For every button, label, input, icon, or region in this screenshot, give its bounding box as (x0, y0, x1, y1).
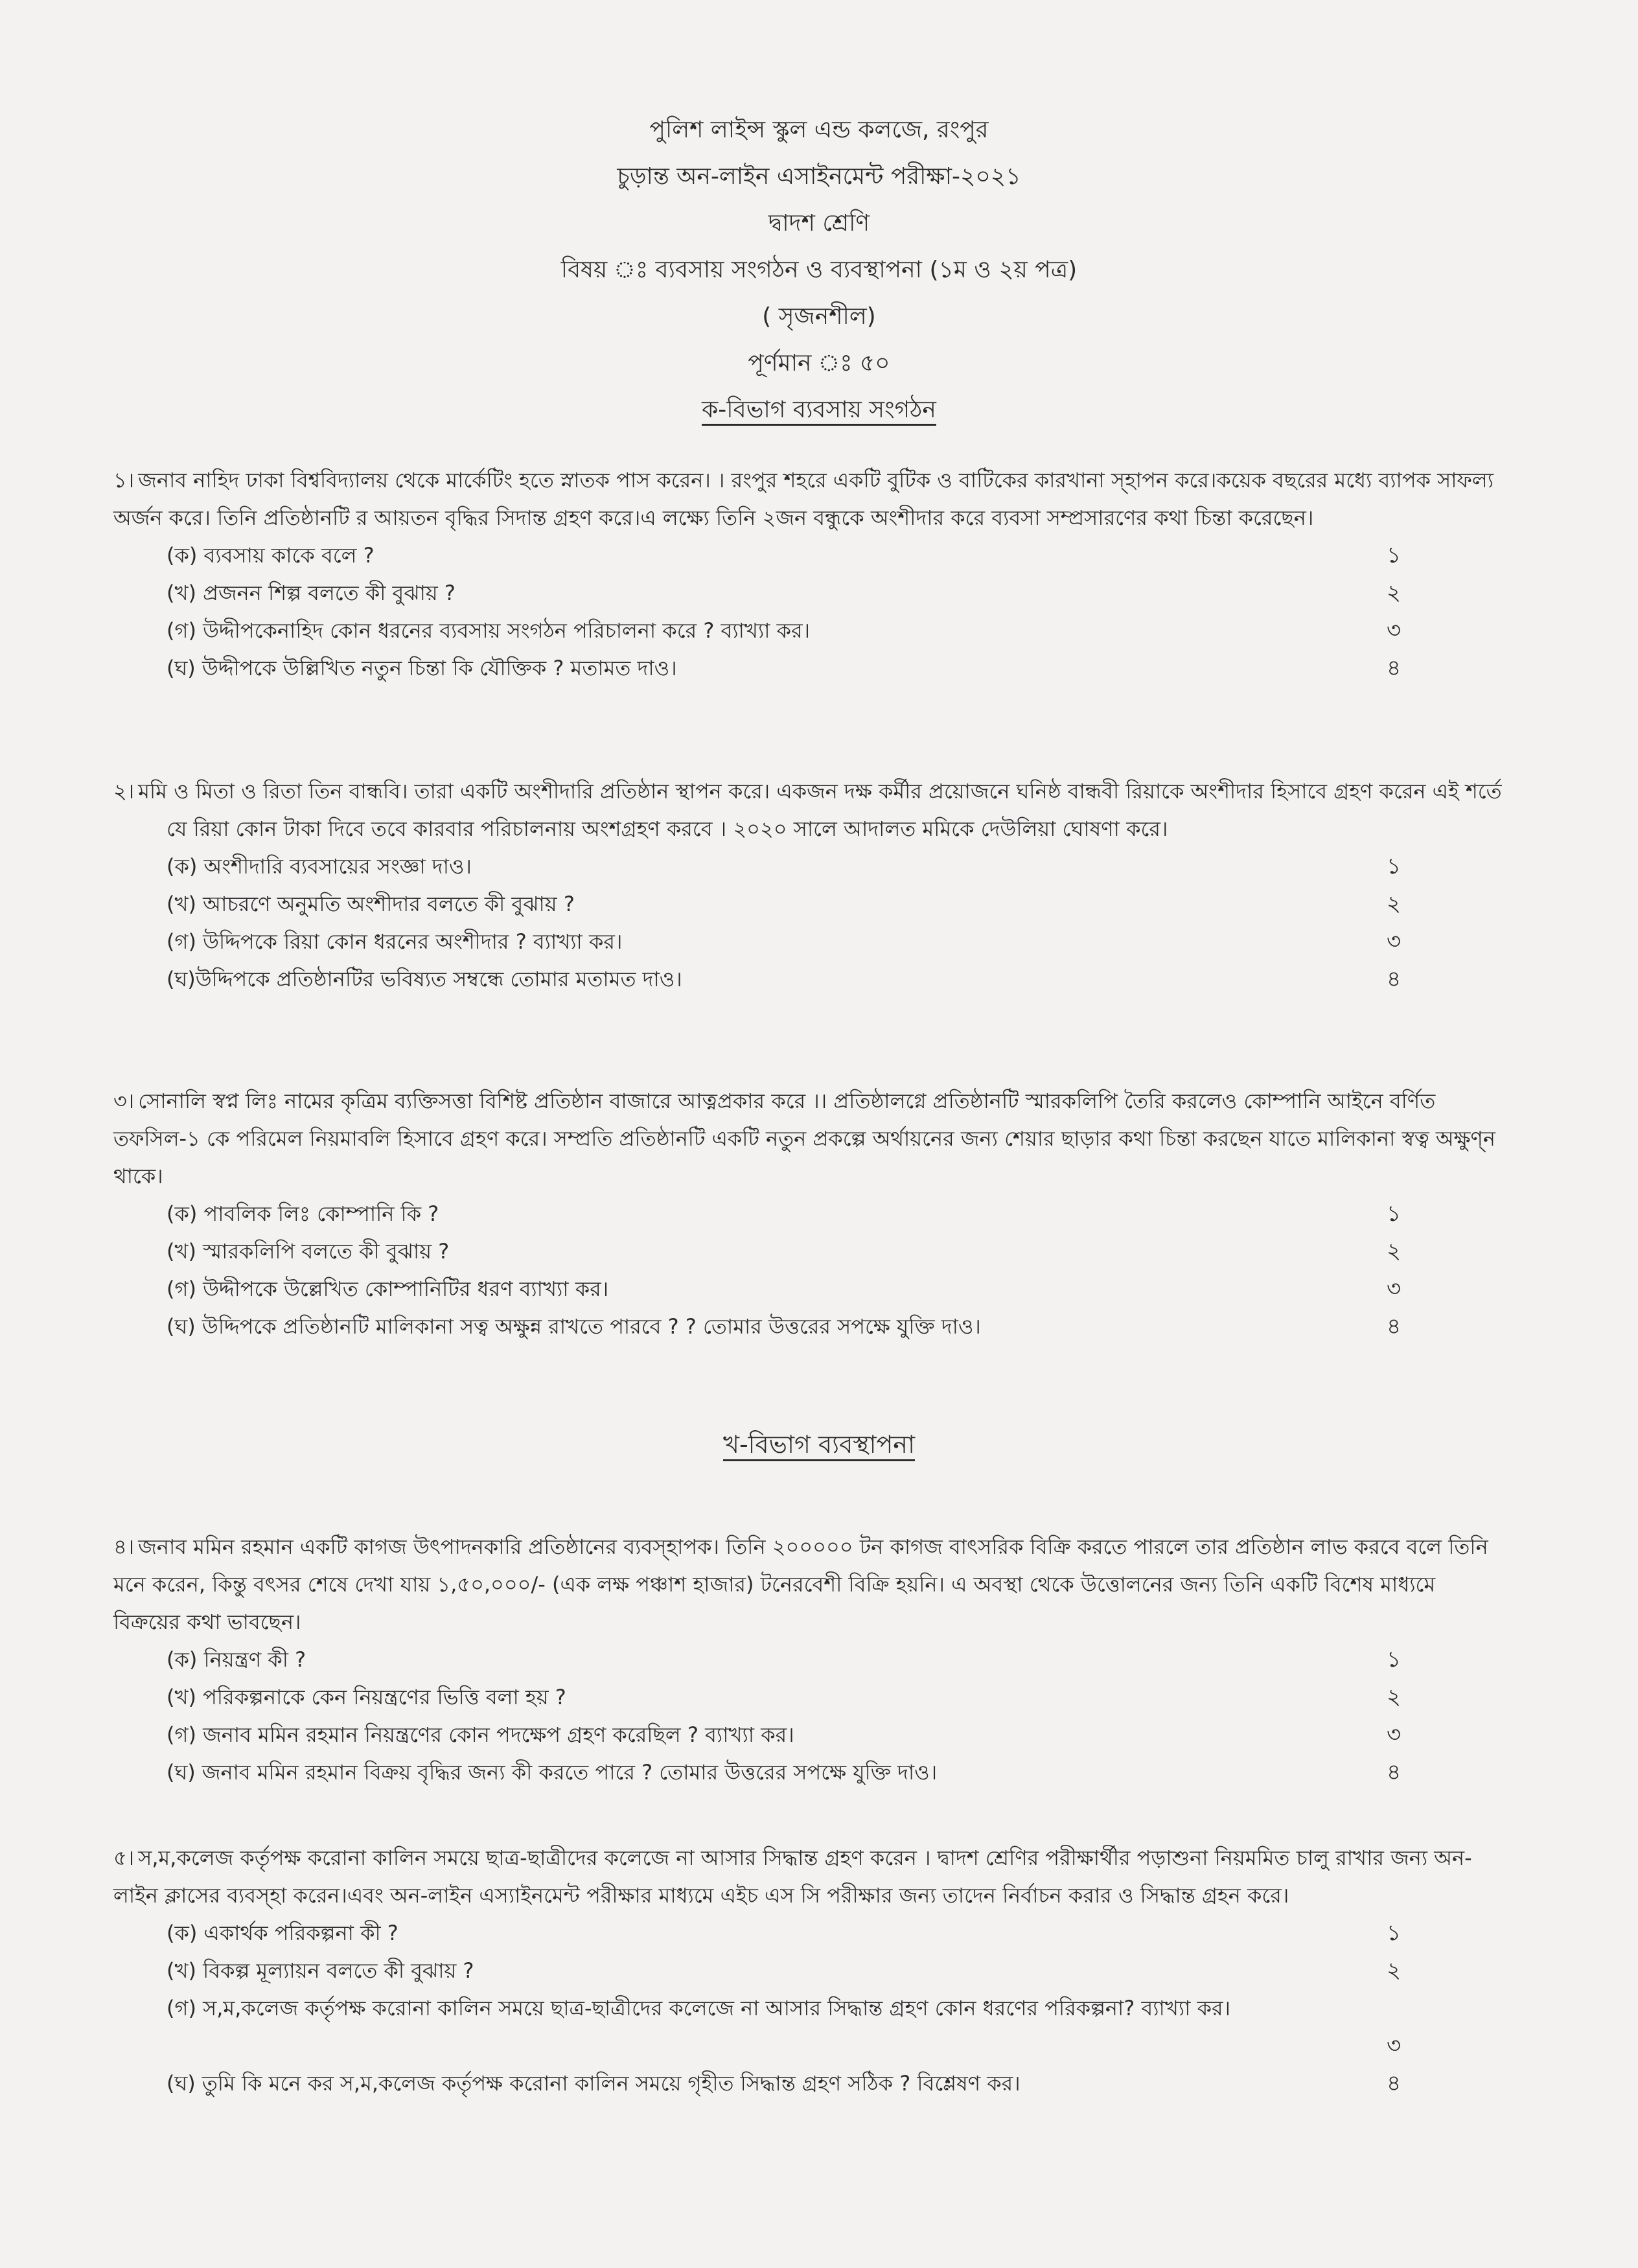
sub-question-kha (113, 885, 1506, 923)
paper-header (0, 107, 1638, 434)
question-text: মমি ও মিতা ও রিতা তিন বান্ধবি। তারা একটি অংশীদারি প্রতিষ্ঠান স্থাপন করে। একজন দক্ষ কর্মীর প্রয়োজনে ঘনিষ্ঠ বান্ধবী রিয়াকে অংশীদার হিসাবে গ্রহণ করেন এই শর্তে যে রিয়া কোন টাকা দিবে তবে কারবার পরিচালনায় অংশগ্রহণ করবে । ২০২০ সালে আদালত মমিকে দেউলিয়া ঘোষণা করে। (138, 779, 1502, 841)
question-number: ২। (113, 779, 135, 804)
sub-question-text: (ক) পাবলিক লিঃ কোম্পানি কি ? (167, 1201, 439, 1226)
marks: ১ (1387, 1647, 1402, 1672)
sub-question-text: (ঘ) জনাব মমিন রহমান বিক্রয় বৃদ্ধির জন্য কী করতে পারে ? তোমার উত্তরের সপক্ষে যুক্তি দাও। (167, 1760, 938, 1785)
marks: ২ (1387, 1958, 1402, 1984)
sub-question-text: (ঘ)উদ্দিপকে প্রতিষ্ঠানটির ভবিষ্যত সম্বন্ধে তোমার মতামত দাও। (167, 967, 682, 991)
question-1 (113, 461, 1506, 687)
marks: ৩ (1387, 1276, 1402, 1302)
question-3 (113, 1082, 1506, 1345)
question-text: জনাব মমিন রহমান একটি কাগজ উৎপাদনকারি প্রতিষ্ঠানের ব্যবস্হাপক। তিনি ২০০০০০ টন কাগজ বাৎসরিক বিক্রি করতে পারলে তার প্রতিষ্ঠান লাভ করবে বলে তিনি মনে করেন, কিন্তু বৎসর শেষে দেখা যায় ১,৫০,০০০/- (এক লক্ষ পঞ্চাশ হাজার) টনেরবেশী বিক্রি হয়নি। এ অবস্থা থেকে উত্তোলনের জন্য তিনি একটি বিশেষ মাধ্যমে বিক্রয়ের কথা ভাবছেন। (113, 1534, 1488, 1634)
question-number: ১। (113, 468, 135, 492)
marks: ২ (1387, 1238, 1402, 1264)
sub-question-text: (ঘ) উদ্দিপকে প্রতিষ্ঠানটি মালিকানা সত্ব অক্ষুন্ন রাখতে পারবে ? ? তোমার উত্তরের সপক্ষে যুক্তি দাও। (167, 1314, 981, 1339)
question-type: ( সৃজনশীল) (762, 303, 876, 330)
sub-question-ga (113, 1270, 1506, 1308)
marks: ৩ (1387, 2033, 1402, 2059)
sub-question-text: (গ) উদ্দীপকে উল্লেখিত কোম্পানিটির ধরণ ব্যাখ্যা কর। (167, 1277, 609, 1301)
marks: ৪ (1387, 1759, 1402, 1785)
question-2 (113, 772, 1506, 998)
sub-question-kha (113, 574, 1506, 612)
marks: ১ (1387, 542, 1402, 568)
sub-question-ka (113, 1641, 1506, 1678)
question-number: ৩। (113, 1089, 135, 1113)
sub-question-text: (গ) স,ম,কলেজ কর্তৃপক্ষ করোনা কালিন সময়ে ছাত্র-ছাত্রীদের কলেজে না আসার সিদ্ধান্ত গ্রহণ কোন ধরণের পরিকল্পনা? ব্যাখ্যা কর। (167, 1996, 1231, 2020)
marks: ৪ (1387, 2070, 1402, 2096)
sub-question-gha (113, 1308, 1506, 1345)
marks: ৩ (1387, 929, 1402, 955)
sub-question-text: (ক) একার্থক পরিকল্পনা কী ? (167, 1921, 398, 1945)
sub-question-ka (113, 1195, 1506, 1232)
full-marks: পূর্ণমান ঃ ৫০ (748, 350, 890, 376)
sub-question-text: (ক) ব্যবসায় কাকে বলে ? (167, 543, 375, 568)
sub-question-ka (113, 1914, 1506, 1952)
marks: ২ (1387, 891, 1402, 917)
marks: ১ (1387, 1920, 1402, 1946)
marks: ৪ (1387, 655, 1402, 681)
sub-question-text: (গ) জনাব মমিন রহমান নিয়ন্ত্রণের কোন পদক্ষেপ গ্রহণ করেছিল ? ব্যাখ্যা কর। (167, 1722, 794, 1747)
sub-question-ka (113, 848, 1506, 885)
exam-title: চুড়ান্ত অন-লাইন এসাইনমেন্ট পরীক্ষা-২০২১ (617, 163, 1021, 190)
question-number: ৪। (113, 1534, 135, 1559)
sub-question-text: (ঘ) উদ্দীপকে উল্লিখিত নতুন চিন্তা কি যৌক্তিক ? মতামত দাও। (167, 656, 677, 680)
sub-question-text: (ক) নিয়ন্ত্রণ কী ? (167, 1647, 306, 1672)
subject-line: বিষয় ঃ ব্যবসায় সংগঠন ও ব্যবস্থাপনা (১ম ও ২য় পত্র) (560, 257, 1078, 283)
sub-question-gha (113, 649, 1506, 687)
sub-question-text: (খ) স্মারকলিপি বলতে কী বুঝায় ? (167, 1239, 450, 1264)
sub-question-text: (খ) পরিকল্পনাকে কেন নিয়ন্ত্রণের ভিত্তি বলা হয় ? (167, 1685, 566, 1709)
sub-question-gha (113, 960, 1506, 998)
marks: ১ (1387, 853, 1402, 879)
sub-question-ga (113, 1989, 1506, 2065)
question-stem (113, 1082, 1506, 1195)
sub-question-ka (113, 537, 1506, 574)
sub-question-text: (গ) উদ্দিপকে রিয়া কোন ধরনের অংশীদার ? ব্যাখ্যা কর। (167, 929, 623, 954)
class-name: দ্বাদশ শ্রেণি (768, 210, 870, 237)
question-stem (113, 772, 1506, 848)
sub-question-ga (113, 923, 1506, 960)
question-text: স,ম,কলেজ কর্তৃপক্ষ করোনা কালিন সময়ে ছাত্র-ছাত্রীদের কলেজে না আসার সিদ্ধান্ত গ্রহণ করেন । দ্বাদশ শ্রেণির পরীক্ষার্থীর পড়াশুনা নিয়মমিত চালু রাখার জন্য অন-লাইন ক্লাসের ব্যবস্হা করেন।এবং অন-লাইন এস্যাইনমেন্ট পরীক্ষার মাধ্যমে এইচ এস সি পরীক্ষার জন্য তাদেন নির্বাচন করার ও সিদ্ধান্ত গ্রহন করে। (113, 1846, 1472, 1908)
sub-question-text: (খ) বিকল্প মূল্যায়ন বলতে কী বুঝায় ? (167, 1958, 474, 1983)
section-a-heading: ক-বিভাগ ব্যবসায় সংগঠন (702, 397, 936, 423)
question-text: সোনালি স্বপ্ন লিঃ নামের কৃত্রিম ব্যক্তিসত্তা বিশিষ্ট প্রতিষ্ঠান বাজারে আত্নপ্রকার করে ।। প্রতিষ্ঠালগ্নে প্রতিষ্ঠানটি স্মারকলিপি তৈরি করলেও কোম্পানি আইনে বর্ণিত তফসিল-১ কে পরিমেল নিয়মাবলি হিসাবে গ্রহণ করে। সম্প্রতি প্রতিষ্ঠানটি একটি নতুন প্রকল্পে অর্থায়নের জন্য শেয়ার ছাড়ার কথা চিন্তা করছেন যাতে মালিকানা স্বত্ব অক্ষুণ্ন থাকে। (113, 1089, 1495, 1188)
sub-question-ga (113, 612, 1506, 649)
sub-question-text: (ক) অংশীদারি ব্যবসায়ের সংজ্ঞা দাও। (167, 854, 472, 879)
sub-question-ga (113, 1716, 1506, 1753)
question-stem (113, 1528, 1506, 1641)
question-stem (113, 461, 1506, 537)
marks: ১ (1387, 1201, 1402, 1227)
marks: ৪ (1387, 966, 1402, 992)
question-4 (113, 1528, 1506, 1791)
sub-question-gha (113, 2065, 1506, 2102)
sub-question-gha (113, 1753, 1506, 1791)
sub-question-text: (খ) প্রজনন শিল্প বলতে কী বুঝায় ? (167, 581, 456, 605)
marks: ৩ (1387, 618, 1402, 643)
sub-question-text: (গ) উদ্দীপকেনাহিদ কোন ধরনের ব্যবসায় সংগঠন পরিচালনা করে ? ব্যাখ্যা কর। (167, 618, 811, 643)
marks: ৩ (1387, 1722, 1402, 1748)
sub-question-kha (113, 1232, 1506, 1270)
sub-question-text: (ঘ) তুমি কি মনে কর স,ম,কলেজ কর্তৃপক্ষ করোনা কালিন সময়ে গৃহীত সিদ্ধান্ত গ্রহণ সঠিক ? বিশ্লেষণ কর। (167, 2071, 1021, 2096)
school-name: পুলিশ লাইন্স স্কুল এন্ড কলজে, রংপুর (649, 117, 989, 143)
question-number: ৫। (113, 1846, 135, 1870)
question-stem (113, 1839, 1506, 1914)
marks: ২ (1387, 580, 1402, 606)
question-5 (113, 1839, 1506, 2102)
section-b-heading: খ-বিভাগ ব্যবস্থাপনা (723, 1430, 915, 1459)
sub-question-kha (113, 1952, 1506, 1989)
question-text: জনাব নাহিদ ঢাকা বিশ্ববিদ্যালয় থেকে মার্কেটিং হতে স্নাতক পাস করেন। । রংপুর শহরে একটি বুটিক ও বাটিকের কারখানা স্হাপন করে।কয়েক বছরের মধ্যে ব্যাপক সাফল্য অর্জন করে। তিনি প্রতিষ্ঠানটি র আয়তন বৃদ্ধির সিদান্ত গ্রহণ করে।এ লক্ষ্যে তিনি ২জন বন্ধুকে অংশীদার করে ব্যবসা সম্প্রসারণের কথা চিন্তা করেছেন। (113, 468, 1494, 530)
sub-question-text: (খ) আচরণে অনুমতি অংশীদার বলতে কী বুঝায় ? (167, 892, 575, 916)
marks: ৪ (1387, 1313, 1402, 1339)
sub-question-kha (113, 1678, 1506, 1716)
marks: ২ (1387, 1684, 1402, 1710)
